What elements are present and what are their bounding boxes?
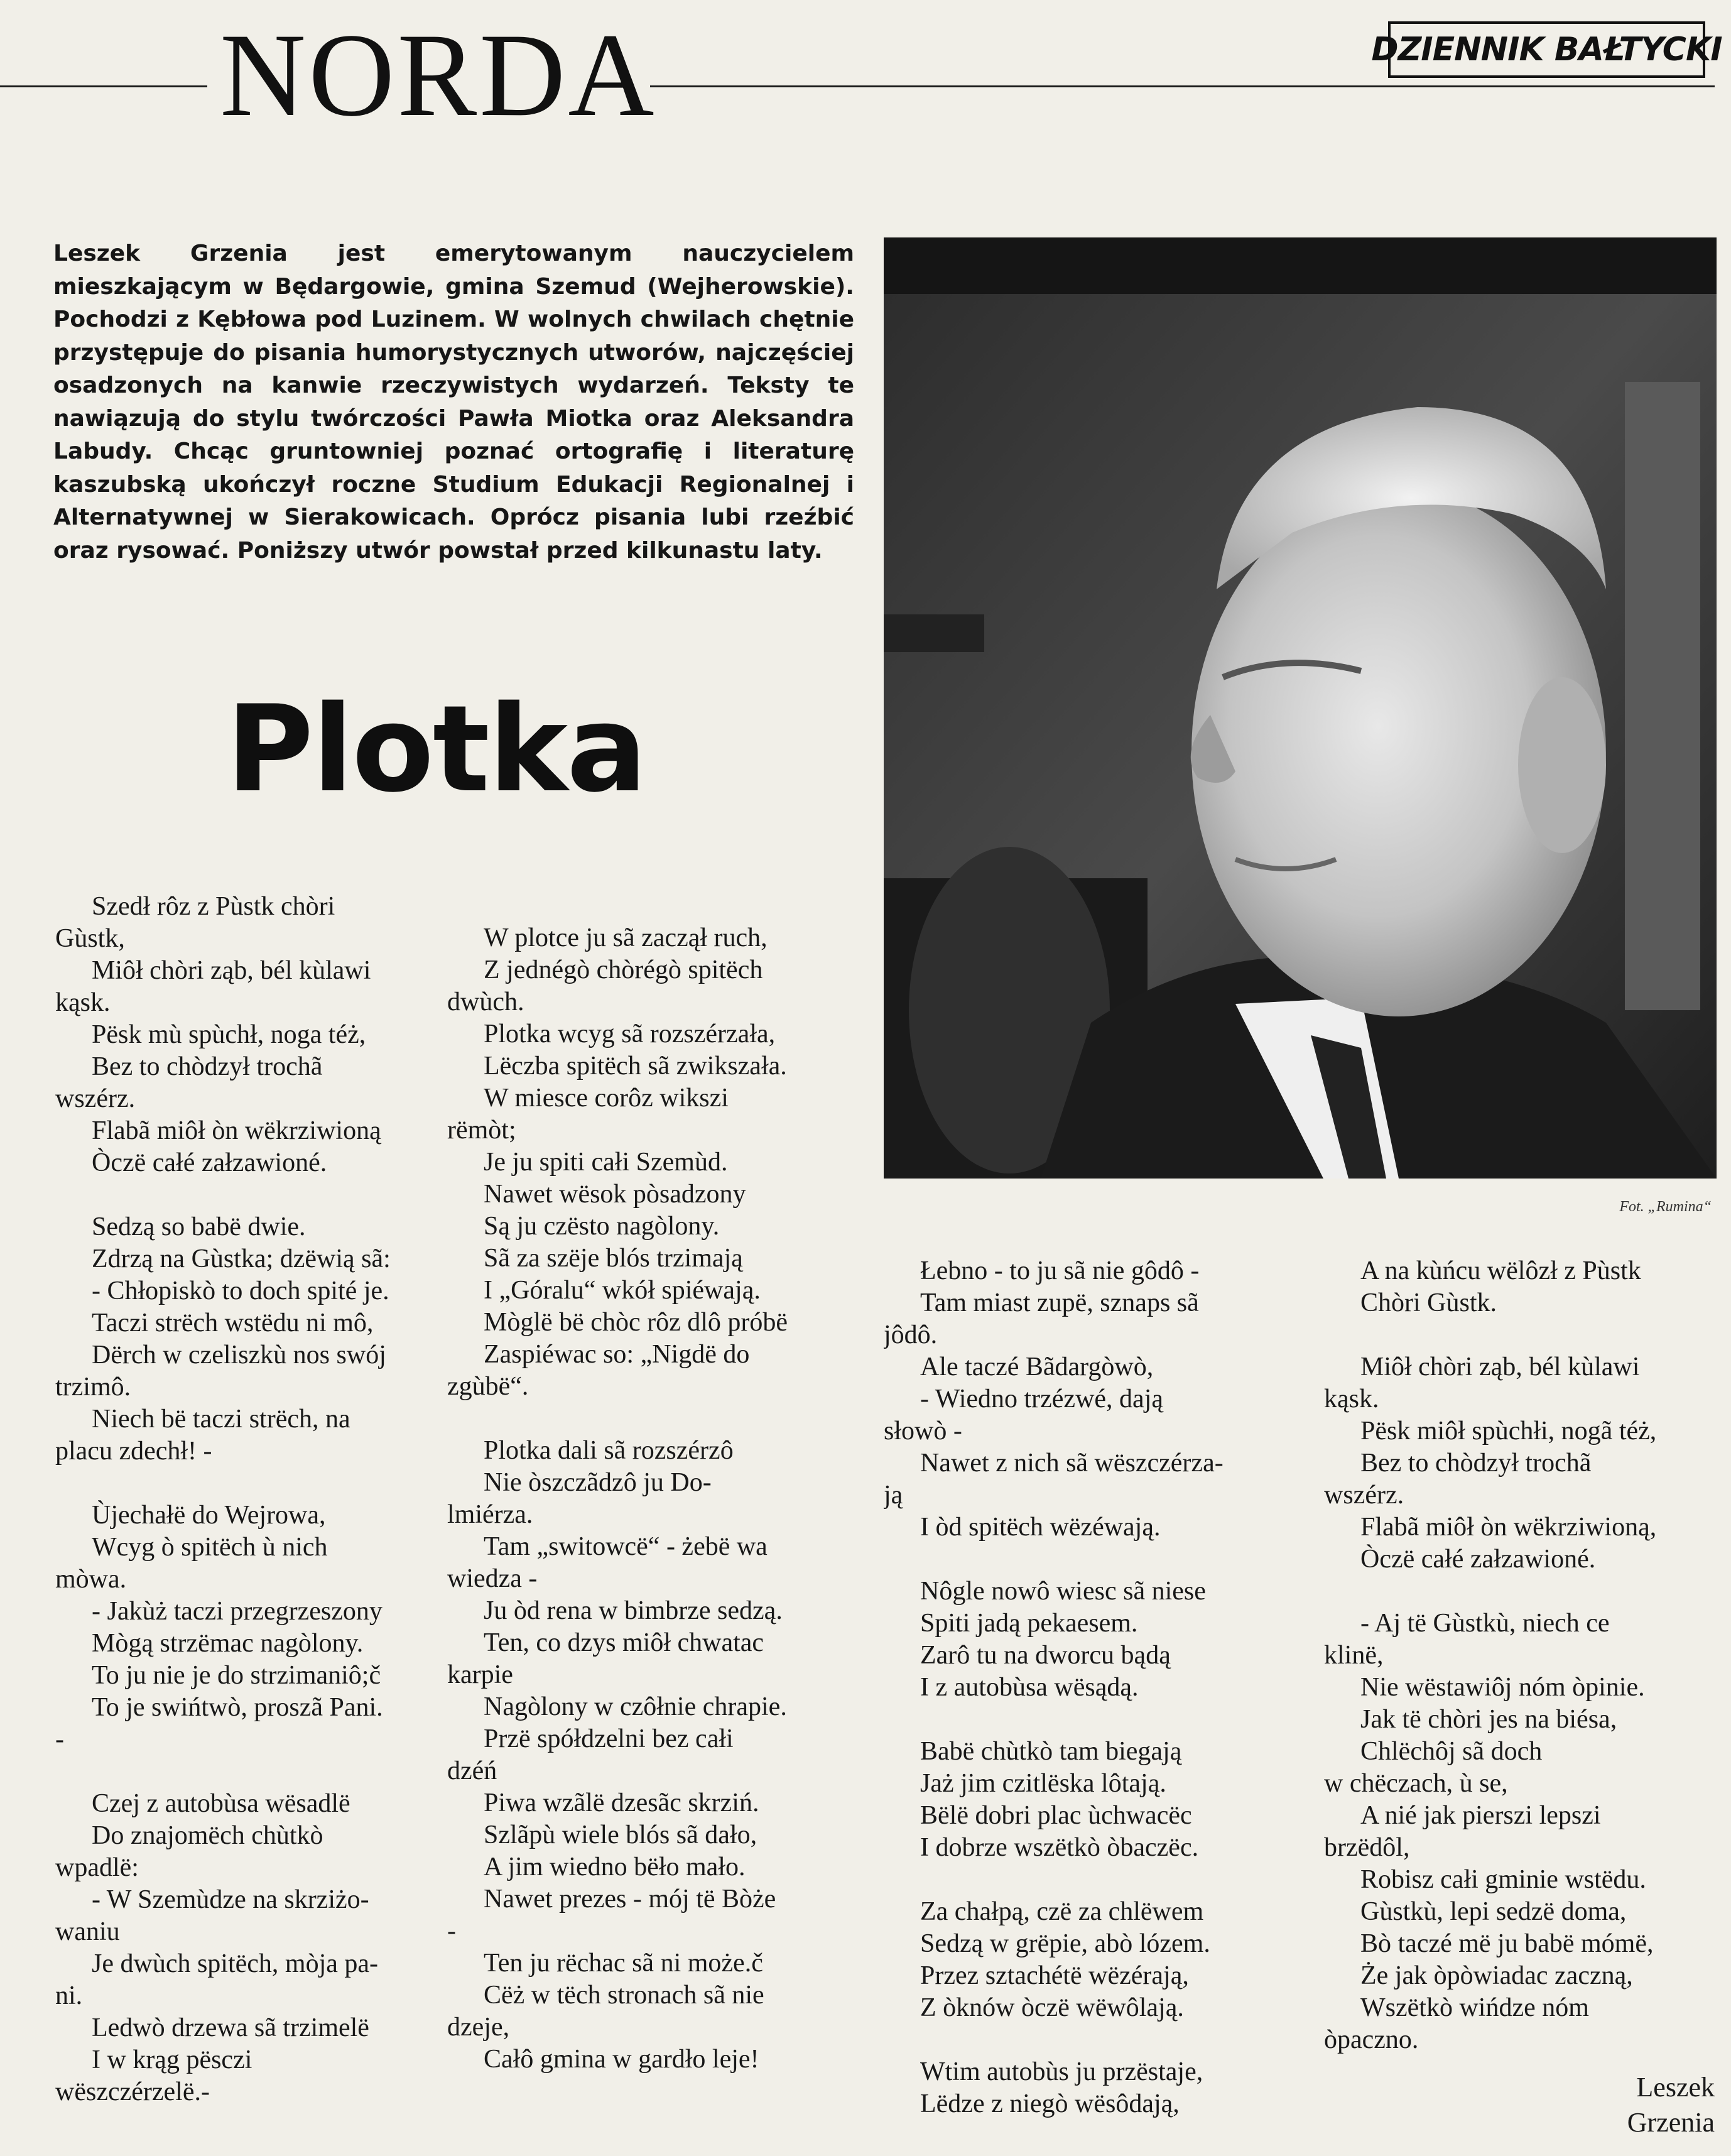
poem-line: I „Góralu“ wkół spiéwają. (484, 1276, 761, 1305)
poem-line: mòwa. (55, 1565, 127, 1594)
poem-column-1 (55, 891, 457, 2108)
poem-line: brzëdôl, (1324, 1833, 1410, 1862)
poem-line: Niech bë taczi strëch, na (92, 1405, 350, 1434)
poem-author: Leszek Grzenia (1627, 2072, 1715, 2138)
photo-credit: Fot. „Rumina“ (1619, 1199, 1712, 1215)
poem-line: Lëdze z niegò wësôdają, (920, 2089, 1180, 2118)
poem-line: lmiérza. (447, 1500, 533, 1529)
author-intro: Leszek Grzenia jest emerytowanym nauczycielem mieszkającym w Będargowie, gmina Szemud (Wejherowskie). Pochodzi z Kębłowa pod Luzinem. W wolnych chwilach chętnie przystępuje do pisania humorystycznych utworów, najczęściej osadzonych na kanwie rzeczywistych wydarzeń. Teksty te nawiązują do stylu twórczości Pawła Miotka oraz Aleksandra Labudy. Chcąc gruntowniej poznać ortografię i literaturę kaszubską ukończył roczne Studium Edukacji Regionalnej i Alternatywnej w Sierakowicach. Oprócz pisania lubi rzeźbić oraz rysować. Poniższy utwór powstał przed kilkunastu laty. (53, 241, 854, 564)
section-title: NORDA (220, 9, 657, 141)
newspaper-masthead (1371, 21, 1722, 78)
poem-line: Tam „switowcë“ - żebë wa (484, 1532, 768, 1561)
poem-column-2 (447, 922, 849, 2076)
poem-line: Piwa wzãlë dzesãc skrziń. (484, 1788, 759, 1817)
poem-line: Są ju czësto nagòlony. (484, 1212, 720, 1241)
poem-line (55, 1467, 457, 1500)
poem-line: Pësk mù spùchł, noga téż, (92, 1020, 366, 1049)
poem-title: Plotka (226, 680, 646, 819)
poem-line: Przez sztachétë wëzérają, (920, 1961, 1189, 1990)
poem-line: Mòglë bë chòc rôz dlô próbë (484, 1308, 788, 1337)
poem-line: - (55, 1725, 64, 1754)
poem-line: dzeje, (447, 2013, 510, 2042)
poem-line (1324, 1319, 1726, 1351)
poem-line: Z òknów òczë wëwôlają. (920, 1993, 1184, 2022)
poem-line: Spiti jadą pekaesem. (920, 1609, 1138, 1638)
poem-line: Sã za szëje blós trzimają (484, 1244, 743, 1273)
poem-line: Òczë całé załzawioné. (92, 1148, 327, 1177)
poem-line: kąsk. (55, 988, 111, 1017)
poem-line: Jak të chòri jes na biésa, (1360, 1705, 1617, 1734)
poem-line: wpadlë: (55, 1853, 139, 1882)
poem-line: Nawet wësok pòsadzony (484, 1180, 746, 1209)
poem-line: Wtim autobùs ju przëstaje, (920, 2057, 1203, 2086)
poem-line: Bez to chòdzył trochã (1360, 1449, 1592, 1478)
poem-line: A nié jak pierszi lepszi (1360, 1801, 1601, 1830)
poem-line: Chlëchôj sã doch (1360, 1737, 1543, 1766)
poem-line: Nagòlony w czôłnie chrapie. (484, 1692, 787, 1721)
poem-line: Wszëtkò wińdze nóm (1360, 1993, 1589, 2022)
author-photo (884, 237, 1717, 1179)
poem-line: Ju òd rena w bimbrze sedzą. (484, 1596, 783, 1625)
poem-line: - Wiedno trzézwé, dają (920, 1385, 1164, 1413)
poem-line: òpaczno. (1324, 2025, 1419, 2054)
poem-line: I z autobùsa wësądą. (920, 1673, 1139, 1702)
poem-line (447, 1403, 849, 1435)
poem-line: Mògą strzëmac nagòlony. (92, 1629, 364, 1658)
masthead-label: DZIENNIK BAŁTYCKI (1371, 31, 1722, 68)
poem-line: Przë spółdzelni bez całi (484, 1724, 734, 1753)
poem-line: Plotka dali sã rozszérzô (484, 1436, 734, 1465)
poem-line: w chëczach, ù se, (1324, 1769, 1508, 1798)
poem-line: Pësk miôł spùchłi, nogã téż, (1360, 1417, 1657, 1446)
poem-line: Za chałpą, czë za chlëwem (920, 1897, 1204, 1926)
poem-line: Miôł chòri ząb, bél kùlawi (92, 956, 371, 985)
poem-line: Nie òszczãdzô ju Do- (484, 1468, 712, 1497)
poem-line: Je dwùch spitëch, mòja pa- (92, 1949, 379, 1978)
poem-line: waniu (55, 1917, 120, 1946)
header-rule-left (0, 85, 207, 87)
poem-line: Sedzą so babë dwie. (92, 1212, 306, 1241)
poem-line: Lëczba spitëch sã zwikszała. (484, 1052, 787, 1081)
poem-line: - Aj të Gùstkù, niech ce (1360, 1609, 1610, 1638)
poem-line: Bëlë dobri plac ùchwacëc (920, 1801, 1192, 1830)
poem-line: Ten ju rëchac sã ni może.č (484, 1949, 763, 1978)
poem-line: Taczi strëch wstëdu ni mô, (92, 1309, 374, 1337)
poem-line: Flabã miôł òn wëkrziwioną, (1360, 1513, 1657, 1542)
poem-line: Chòri Gùstk. (1360, 1288, 1497, 1317)
poem-line: A na kùńcu wëlôzł z Pùstk (1360, 1256, 1641, 1285)
poem-line: Wcyg ò spitëch ù nich (92, 1533, 328, 1562)
poem-column-3 (884, 1255, 1286, 2120)
poem-line: Z jednégò chòrégò spitëch (484, 956, 763, 984)
poem-line: Zdrzą na Gùstka; dzëwią sã: (92, 1244, 391, 1273)
poem-line: Bò taczé më ju babë mómë, (1360, 1929, 1654, 1958)
poem-line: Ledwò drzewa sã trzimelë (92, 2013, 369, 2042)
poem-line: ni. (55, 1981, 83, 2010)
poem-line: Nie wëstawiôj nóm òpinie. (1360, 1673, 1645, 1702)
poem-line: rëmòt; (447, 1116, 516, 1145)
poem-line: Zarô tu na dworcu bądą (920, 1641, 1171, 1670)
poem-line: Cëż w tëch stronach sã nie (484, 1981, 764, 2010)
poem-line: zgùbë“. (447, 1372, 529, 1401)
poem-line (884, 1704, 1286, 1736)
poem-column-4 (1324, 1255, 1726, 2056)
poem-line: - W Szemùdze na skrziżo- (92, 1885, 369, 1914)
poem-line (1324, 1576, 1726, 1608)
poem-line: Łebno - to ju sã nie gôdô - (920, 1256, 1200, 1285)
poem-line: klinë, (1324, 1641, 1384, 1670)
poem-line: Nawet prezes - mój të Bòże (484, 1885, 776, 1914)
poem-line: Plotka wcyg sã rozszérzała, (484, 1020, 776, 1048)
poem-line: ją (884, 1481, 903, 1510)
author-portrait-image (884, 237, 1717, 1179)
poem-line: Robisz całi gminie wstëdu. (1360, 1865, 1646, 1894)
poem-line (55, 1756, 457, 1788)
poem-line: Ten, co dzys miôł chwatac (484, 1628, 764, 1657)
poem-line: Je ju spiti całi Szemùd. (484, 1148, 728, 1177)
poem-line: Miôł chòri ząb, bél kùlawi (1360, 1353, 1640, 1381)
poem-line (884, 1544, 1286, 1576)
poem-line: Babë chùtkò tam biegają (920, 1737, 1182, 1766)
poem-line: jôdô. (884, 1320, 938, 1349)
poem-line: kąsk. (1324, 1385, 1379, 1413)
poem-line: Nawet z nich sã wëszczérza- (920, 1449, 1224, 1478)
poem-line: Zaspiéwac so: „Nigdë do (484, 1340, 750, 1369)
poem-line: To ju nie je do strzimaniô;č (92, 1661, 381, 1690)
poem-line: dwùch. (447, 988, 524, 1016)
poem-line: Że jak òpòwiadac zaczną, (1360, 1961, 1633, 1990)
poem-line: Òczë całé załzawioné. (1360, 1545, 1596, 1574)
poem-line: Ale taczé Bãdargòwò, (920, 1353, 1154, 1381)
poem-line: wiedza - (447, 1564, 538, 1593)
poem-line: Tam miast zupë, sznaps sã (920, 1288, 1199, 1317)
poem-line: Bez to chòdzył trochã (92, 1052, 323, 1081)
poem-line: wszérz. (1324, 1481, 1404, 1510)
poem-line: Szedł rôz z Pùstk chòri (92, 892, 335, 921)
poem-line: placu zdechł! - (55, 1437, 212, 1466)
poem-line: Całô gmina w gardło leje! (484, 2045, 759, 2074)
poem-line (884, 2024, 1286, 2056)
poem-line: Szlãpù wiele blós sã dało, (484, 1821, 757, 1849)
poem-line: W miesce corôz wikszi (484, 1084, 729, 1113)
poem-line: Nôgle nowô wiesc sã niese (920, 1577, 1206, 1606)
poem-line: I dobrze wszëtkò òbaczëc. (920, 1833, 1199, 1862)
poem-line: dzéń (447, 1756, 497, 1785)
poem-line: wëszczérzelë.- (55, 2077, 210, 2106)
poem-line: Jaż jim czitlëska lôtają. (920, 1769, 1166, 1798)
poem-line: - (447, 1917, 456, 1946)
poem-line: Dërch w czeliszkù nos swój (92, 1341, 386, 1369)
poem-line: - Chłopiskò to doch spité je. (92, 1277, 389, 1305)
poem-line: Flabã miôł òn wëkrziwioną (92, 1116, 381, 1145)
poem-line: I òd spitëch wëzéwają. (920, 1513, 1161, 1542)
poem-line (884, 1864, 1286, 1896)
poem-line: W plotce ju sã zaczął ruch, (484, 923, 768, 952)
poem-line: Gùstk, (55, 924, 125, 953)
header-rule-right (650, 85, 1715, 87)
poem-line (55, 1179, 457, 1211)
poem-line: Czej z autobùsa wësadlë (92, 1789, 350, 1818)
poem-line: trzimô. (55, 1373, 131, 1402)
poem-line: To je swińtwò, proszã Pani. (92, 1693, 383, 1722)
poem-line: Sedzą w grëpie, abò lózem. (920, 1929, 1210, 1958)
poem-line: - Jakùż taczi przegrzeszony (92, 1597, 383, 1626)
poem-line: wszérz. (55, 1084, 136, 1113)
poem-line: słowò - (884, 1417, 962, 1446)
poem-line: Do znajomëch chùtkò (92, 1821, 323, 1850)
poem-line: A jim wiedno bëło mało. (484, 1853, 746, 1881)
poem-line: I w krąg pësczi (92, 2045, 252, 2074)
poem-line: Gùstkù, lepi sedzë doma, (1360, 1897, 1627, 1926)
poem-line: Ùjechałë do Wejrowa, (92, 1501, 326, 1530)
poem-line: karpie (447, 1660, 513, 1689)
